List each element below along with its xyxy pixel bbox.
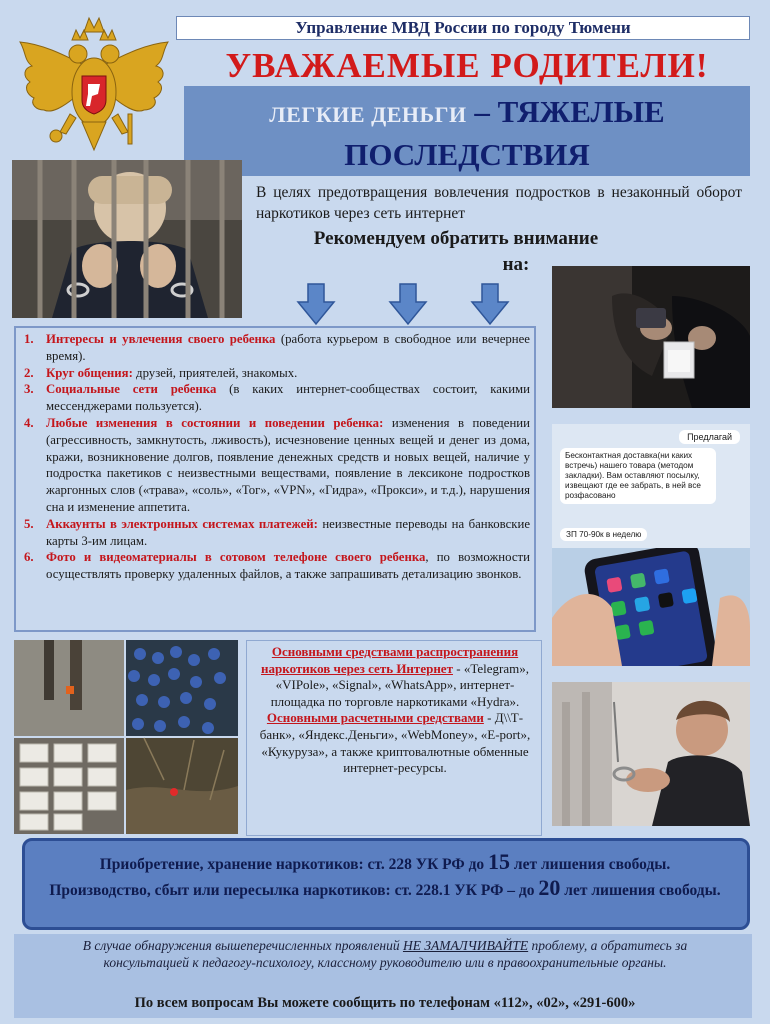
channels-dash: - bbox=[452, 660, 464, 676]
channels-list: «Telegram», «VIPole», «Signal», «WhatsApp», интернет-площадка по торговле наркотиками «Hydra». bbox=[270, 660, 529, 709]
list-item bbox=[24, 516, 530, 550]
footer-advice-emphasis: НЕ ЗАМАЛЧИВАЙТЕ bbox=[402, 938, 529, 953]
down-arrow-icon bbox=[388, 282, 428, 326]
list-item-text: неизвестные переводы на банковские карты 3-им лицам. bbox=[46, 516, 530, 548]
law-228-years: 15 bbox=[488, 849, 511, 874]
list-item-number: 4. bbox=[24, 415, 34, 430]
payment-list: Д\\Т-банк», «Яндекс.Деньги», «WebMoney», «E-port», «Кукуруза», а также криптовалютные обменные интернет-ресурсы. bbox=[259, 710, 531, 776]
list-item-highlight: Аккаунты в электронных системах платежей: bbox=[46, 516, 318, 531]
list-item-number: 3. bbox=[24, 382, 34, 397]
list-item-text: , по возможности осуществлять проверку удаленных файлов, а также запрашивать детализацию звонков. bbox=[46, 550, 530, 582]
list-item bbox=[24, 331, 530, 365]
distribution-channels-text bbox=[254, 644, 536, 777]
recommend-on: на: bbox=[502, 254, 530, 275]
teen-behind-bars-photo bbox=[12, 160, 242, 318]
law-228-text: Приобретение, хранение наркотиков: ст. 228 УК РФ до bbox=[99, 856, 489, 873]
messenger-chat-screenshot bbox=[552, 424, 750, 548]
intro-text: В целях предотвращения вовлечения подростков в незаконный оборот наркотиков через сеть интернет bbox=[256, 184, 742, 222]
handcuffed-teen-photo bbox=[552, 682, 750, 826]
channels-heading: Основными средствами распространения наркотиков через сеть Интернет bbox=[261, 644, 519, 676]
drug-stash-evidence-collage bbox=[14, 640, 238, 834]
list-item-text: изменения в поведении (агрессивность, замкнутость, лживость), исчезновение ценных вещей и денег из дома, кражи, возникновение долгов, появление денежных средств и новых вещей, наличие у подростка пакетиков с неизвестными веществами, появление в лексиконе подростков жаргонных слов («трава», «соль», «Тог», «VPN», «Гидра», «Прокси», и т.д.), нарушения сна и изменение аппетита. bbox=[46, 415, 530, 514]
payment-heading: Основными расчетными средствами bbox=[266, 710, 484, 726]
slogan-consequences: ПОСЛЕДСТВИЯ bbox=[344, 137, 590, 172]
footer-advice bbox=[40, 937, 730, 971]
hand-with-drug-bag-photo bbox=[552, 266, 750, 408]
chat-bubble-salary: ЗП 70-90к в неделю bbox=[560, 528, 647, 541]
slogan-easy-money: ЛЕГКИЕ ДЕНЬГИ bbox=[269, 102, 467, 127]
footer-advice-end: проблему, а обратитесь за консультацией к педагогу-психологу, классному руководителю или в правоохранительные органы. bbox=[103, 938, 688, 970]
law-228-1-text: Производство, сбыт или пересылка наркотиков: ст. 228.1 УК РФ – до bbox=[49, 882, 539, 899]
down-arrow-icon bbox=[296, 282, 336, 326]
list-item-text: друзей, приятелей, знакомых. bbox=[132, 365, 298, 380]
list-item-number: 5. bbox=[24, 516, 34, 531]
slogan bbox=[184, 92, 750, 175]
chat-bubble-incoming: Бесконтактная доставка(ни каких встречь) нашего товара (методом закладки). Вам оставляют посылку, извещают где ее забрать, в ней все розфасовано bbox=[560, 448, 716, 504]
list-item bbox=[24, 381, 530, 415]
law-228-1-tail: лет лишения свободы. bbox=[560, 882, 721, 899]
list-item-text: (в каких интернет-сообществах состоит, какими мессенджерами пользуется). bbox=[46, 382, 531, 414]
list-item-highlight: Социальные сети ребенка bbox=[46, 382, 217, 397]
recommendations-list bbox=[24, 331, 530, 583]
payment-dash: - bbox=[483, 710, 495, 726]
list-item-highlight: Фото и видеоматериалы в сотовом телефоне своего ребенка bbox=[46, 550, 426, 565]
page-title: УВАЖАЕМЫЕ РОДИТЕЛИ! bbox=[225, 46, 709, 85]
list-item-number: 2. bbox=[24, 365, 34, 380]
law-228-1-years: 20 bbox=[538, 875, 561, 900]
contact-phones: По всем вопросам Вы можете сообщить по телефонам «112», «02», «291-600» bbox=[134, 995, 636, 1011]
russian-coat-of-arms-emblem bbox=[12, 14, 176, 154]
list-item-text: (работа курьером в свободное или вечернее время). bbox=[46, 332, 530, 363]
chat-bubble-outgoing: Предлагай bbox=[679, 430, 740, 444]
list-item-highlight: Круг общения: bbox=[46, 365, 133, 380]
list-item bbox=[24, 415, 530, 516]
list-item bbox=[24, 365, 530, 382]
down-arrow-icon bbox=[470, 282, 510, 326]
footer-advice-start: В случае обнаружения вышеперечисленных проявлений bbox=[82, 938, 403, 953]
slogan-heavy: ТЯЖЕЛЫЕ bbox=[497, 94, 665, 129]
law-228-tail: лет лишения свободы. bbox=[510, 856, 671, 873]
list-item-highlight: Любые изменения в состоянии и поведении ребенка: bbox=[46, 415, 384, 430]
organization-banner: Управление МВД России по городу Тюмени bbox=[176, 16, 750, 40]
list-item-highlight: Интересы и увлечения своего ребенка bbox=[46, 332, 276, 346]
list-item bbox=[24, 549, 530, 583]
list-item-number: 1. bbox=[24, 332, 34, 346]
list-item-number: 6. bbox=[24, 550, 34, 565]
recommend-text: Рекомендуем обратить внимание bbox=[313, 228, 599, 249]
slogan-dash: – bbox=[466, 94, 498, 129]
criminal-liability-text bbox=[40, 850, 730, 902]
smartphone-social-apps-photo bbox=[552, 548, 750, 666]
